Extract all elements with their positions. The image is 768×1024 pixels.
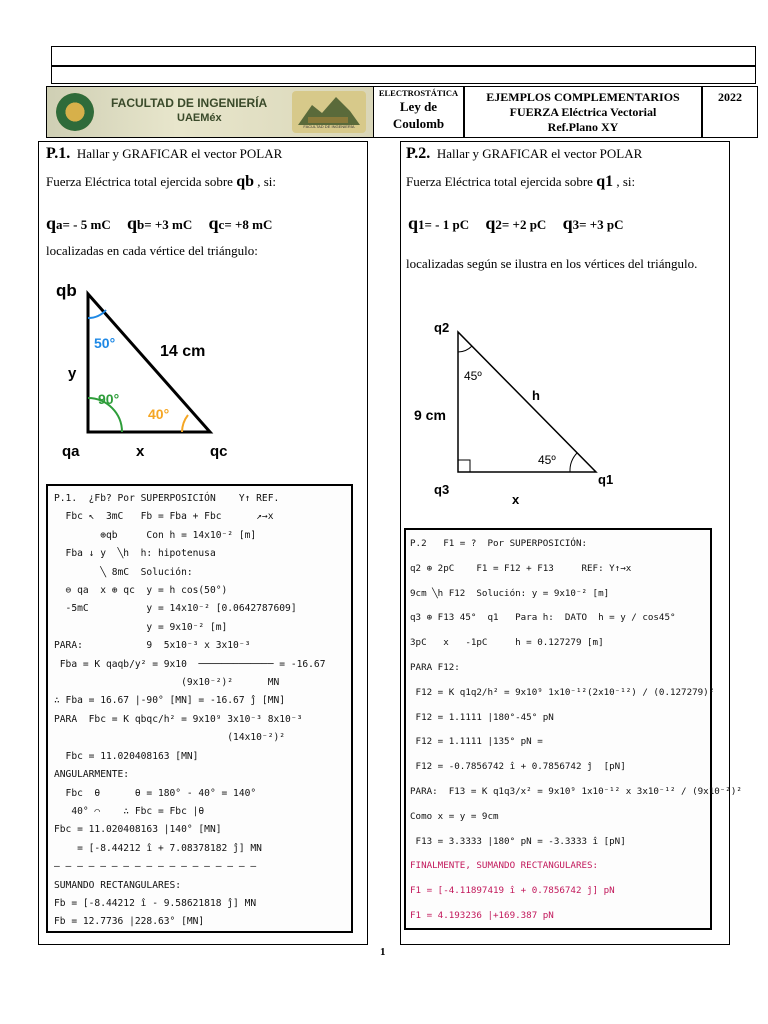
p2-handwritten-line: F13 = 3.3333 |180° pN = -3.3333 î [pN] <box>410 835 626 847</box>
p1-label-hyp: 14 cm <box>160 343 206 360</box>
p1-handwritten-line: ANGULARMENTE: <box>54 769 130 781</box>
p2-statement-1: Hallar y GRAFICAR el vector POLAR <box>436 146 643 161</box>
p1-charge-c <box>208 213 273 233</box>
p1-charge-c-value: = +8 mC <box>224 217 273 232</box>
p1-handwritten-line: P.1. ¿Fb? Por SUPERPOSICIÓN Y↑ REF. <box>54 493 280 504</box>
p1-handwritten-line: Fbc = 11.020408163 [MN] <box>54 750 199 762</box>
p2-triangle-diagram <box>412 312 642 512</box>
p1-handwritten-line: PARA: 9 5x10⁻³ x 3x10⁻³ <box>54 640 251 652</box>
p1-charge-a-symbol: q <box>46 213 57 233</box>
p1-statement-2: Fuerza Eléctrica total ejercida sobre <box>46 174 237 189</box>
p2-handwritten-line: 9cm ╲h F12 Solución: y = 9x10⁻² [m] <box>410 587 610 599</box>
p1-handwritten-line: Fb = 12.7736 |228.63° [MN] <box>54 916 205 928</box>
p1-charge-b <box>126 213 193 233</box>
p1-handwritten-line: ⊕qb Con h = 14x10⁻² [m] <box>54 529 257 541</box>
p2-location-text: localizadas según se ilustra en los vértices del triángulo. <box>406 256 698 271</box>
p1-location-text: localizadas en cada vértice del triángulo: <box>46 243 258 258</box>
p2-label-q1: q1 <box>598 472 614 487</box>
p1-handwritten-line: Fbc = 11.020408163 |140° [MN] <box>54 824 222 836</box>
p1-statement-line-2 <box>46 173 276 191</box>
p2-label-side: 9 cm <box>414 407 446 423</box>
p2-label-x: x <box>512 492 520 507</box>
p1-angle-b: 50° <box>94 335 116 351</box>
title-line-3: Ref.Plano XY <box>547 119 619 134</box>
p2-handwritten-line: F1 = 4.193236 |+169.387 pN <box>410 909 554 921</box>
p1-charge-c-subscript: c <box>218 217 225 232</box>
p1-label-y: y <box>68 365 77 382</box>
p1-handwritten-line: Fbc ↖ 3mC Fb = Fba + Fbc ↗→x <box>54 511 274 523</box>
p2-charges-line <box>408 213 624 234</box>
p2-handwritten-line: Como x = y = 9cm <box>410 810 499 822</box>
p1-charge-a-subscript: a <box>56 217 63 232</box>
p2-charge-1-subscript: 1 <box>418 217 425 232</box>
p1-solution-lines <box>54 490 325 932</box>
p2-handwritten-line: PARA F12: <box>410 661 460 673</box>
p1-handwritten-line: ╲ 8mC Solución: <box>54 566 193 578</box>
p1-charge-a <box>46 213 111 233</box>
p2-label-q3: q3 <box>434 482 450 497</box>
p1-angle-c: 40° <box>148 406 170 422</box>
p2-handwritten-line: F12 = 1.1111 |180°-45° pN <box>410 711 554 723</box>
p1-handwritten-line: Fbc θ θ = 180° - 40° = 140° <box>54 787 257 799</box>
p2-handwritten-line: q3 ⊕ F13 45° q1 Para h: DATO h = y / cos45° <box>410 612 676 624</box>
faculty-badge-icon <box>292 91 366 133</box>
p1-label: P.1. <box>46 145 71 162</box>
p2-label: P.2. <box>406 145 431 162</box>
p1-handwritten-line: y = 9x10⁻² [m] <box>54 621 228 633</box>
p2-handwritten-line: PARA: F13 = K q1q3/x² = 9x10⁹ 1x10⁻¹² x 3x10⁻¹² / (9x10⁻²)² <box>410 785 742 797</box>
p1-triangle-diagram <box>46 272 276 467</box>
p1-angle-a: 90° <box>98 391 120 407</box>
p1-statement-2-post: , si: <box>254 174 277 189</box>
p1-handwritten-line: Fba = K qaqb/y² = 9x10 ───────────── = -16.67 <box>54 658 326 670</box>
p2-charge-3-subscript: 3 <box>572 217 580 232</box>
p2-angle-right: 45º <box>538 453 556 467</box>
p1-handwritten-line: Fb = [-8.44212 î - 9.58621818 ĵ] MN <box>54 897 257 909</box>
p2-handwritten-line: F12 = 1.1111 |135° pN = <box>410 736 543 748</box>
p1-handwritten-line: (9x10⁻²)² MN <box>54 677 280 689</box>
top-empty-bar-1 <box>51 46 756 66</box>
p1-statement-1: Hallar y GRAFICAR el vector POLAR <box>76 146 283 161</box>
faculty-university: UAEMéx <box>177 112 222 124</box>
p2-statement-line-2 <box>406 173 635 191</box>
p2-handwritten-line: F12 = K q1q2/h² = 9x10⁹ 1x10⁻¹²(2x10⁻¹²) / (0.127279)² <box>410 686 715 698</box>
p2-handwritten-line: q2 ⊕ 2pC F1 = F12 + F13 REF: Y↑→x <box>410 562 632 574</box>
title-cell <box>464 86 702 138</box>
p2-charge-1-value: = - 1 pC <box>424 217 470 232</box>
topic-small: ELECTROSTÁTICA <box>378 88 459 98</box>
p2-handwritten-line: F12 = -0.7856742 î + 0.7856742 ĵ [pN] <box>410 761 626 773</box>
year-text: 2022 <box>718 90 742 104</box>
p2-handwritten-line: F1 = [-4.11897419 î + 0.7856742 ĵ] pN <box>410 885 615 897</box>
p2-charge-1 <box>408 213 470 233</box>
p1-handwritten-solution <box>46 484 353 933</box>
title-line-2: FUERZA Eléctrica Vectorial <box>509 104 657 119</box>
p1-handwritten-line: Fba ↓ y ╲h h: hipotenusa <box>54 548 216 560</box>
p1-charge-a-value: = - 5 mC <box>62 217 111 232</box>
faculty-name: FACULTAD DE INGENIERÍA <box>111 96 268 110</box>
p1-charge-c-symbol: q <box>208 213 219 233</box>
p1-label-qa: qa <box>62 443 80 460</box>
p1-handwritten-line: ∴ Fba = 16.67 |-90° [MN] = -16.67 ĵ [MN] <box>54 695 286 707</box>
p1-handwritten-line: SUMANDO RECTANGULARES: <box>54 879 182 891</box>
p1-handwritten-line: -5mC y = 14x10⁻² [0.0642787609] <box>54 603 297 615</box>
p2-label-h: h <box>532 388 540 403</box>
p1-charge-b-symbol: q <box>126 213 137 233</box>
p2-handwritten-solution <box>404 528 742 930</box>
p2-statement-2: Fuerza Eléctrica total ejercida sobre <box>406 174 597 189</box>
p1-charges-line <box>46 213 272 234</box>
p2-statement-2-post: , si: <box>613 174 636 189</box>
p1-label-qc: qc <box>210 443 228 460</box>
p2-angle-top: 45º <box>464 369 482 383</box>
top-empty-bar-2 <box>51 66 756 84</box>
p2-charge-2-symbol: q <box>485 213 496 233</box>
faculty-badge-text: FACULTAD DE INGENIERÍA <box>303 124 355 129</box>
title-line-1: EJEMPLOS COMPLEMENTARIOS <box>486 89 680 104</box>
p1-handwritten-line: — — — — — — — — — — — — — — — — — — <box>54 861 257 873</box>
p1-handwritten-line: ⊖ qa x ⊕ qc y = h cos(50°) <box>54 585 228 597</box>
p2-charge-1-symbol: q <box>408 213 419 233</box>
p1-handwritten-line: (14x10⁻²)² <box>54 732 286 744</box>
faculty-logo-cell <box>47 87 374 137</box>
p1-target-charge: qb <box>236 173 254 190</box>
p1-handwritten-line: PARA Fbc = K qbqc/h² = 9x10⁹ 3x10⁻³ 8x10⁻³ <box>54 713 303 725</box>
p1-label-qb: qb <box>56 281 77 300</box>
topic-main: Ley de Coulomb <box>392 99 445 131</box>
p2-handwritten-line: 3pC x -1pC h = 0.127279 [m] <box>410 637 604 649</box>
p2-charge-2-value: = +2 pC <box>501 217 547 232</box>
p2-charge-2 <box>485 213 547 233</box>
topic-cell <box>373 86 464 138</box>
page-number: 1 <box>380 946 386 958</box>
p2-charge-3 <box>562 213 624 233</box>
p1-statement-line-1 <box>46 145 282 163</box>
p1-charge-b-subscript: b <box>137 217 145 232</box>
year-cell <box>702 86 758 138</box>
p2-target-charge: q1 <box>596 173 614 190</box>
p2-statement-line-1 <box>406 145 642 163</box>
p2-handwritten-line: FINALMENTE, SUMANDO RECTANGULARES: <box>410 860 599 872</box>
p2-charge-3-value: = +3 pC <box>579 217 624 232</box>
p1-handwritten-line: 40° ⌒ ∴ Fbc = Fbc |θ <box>54 805 205 817</box>
p2-label-q2: q2 <box>434 320 450 335</box>
p1-charge-b-value: = +3 mC <box>144 217 193 232</box>
p2-handwritten-line: P.2 F1 = ? Por SUPERPOSICIÓN: <box>410 538 588 549</box>
p1-label-x: x <box>136 443 145 460</box>
p2-charge-2-subscript: 2 <box>495 217 502 232</box>
p2-solution-lines <box>410 532 742 929</box>
p1-handwritten-line: = [-8.44212 î + 7.08378182 ĵ] MN <box>54 842 262 854</box>
uaemex-shield-icon <box>56 93 94 131</box>
p2-charge-3-symbol: q <box>562 213 573 233</box>
